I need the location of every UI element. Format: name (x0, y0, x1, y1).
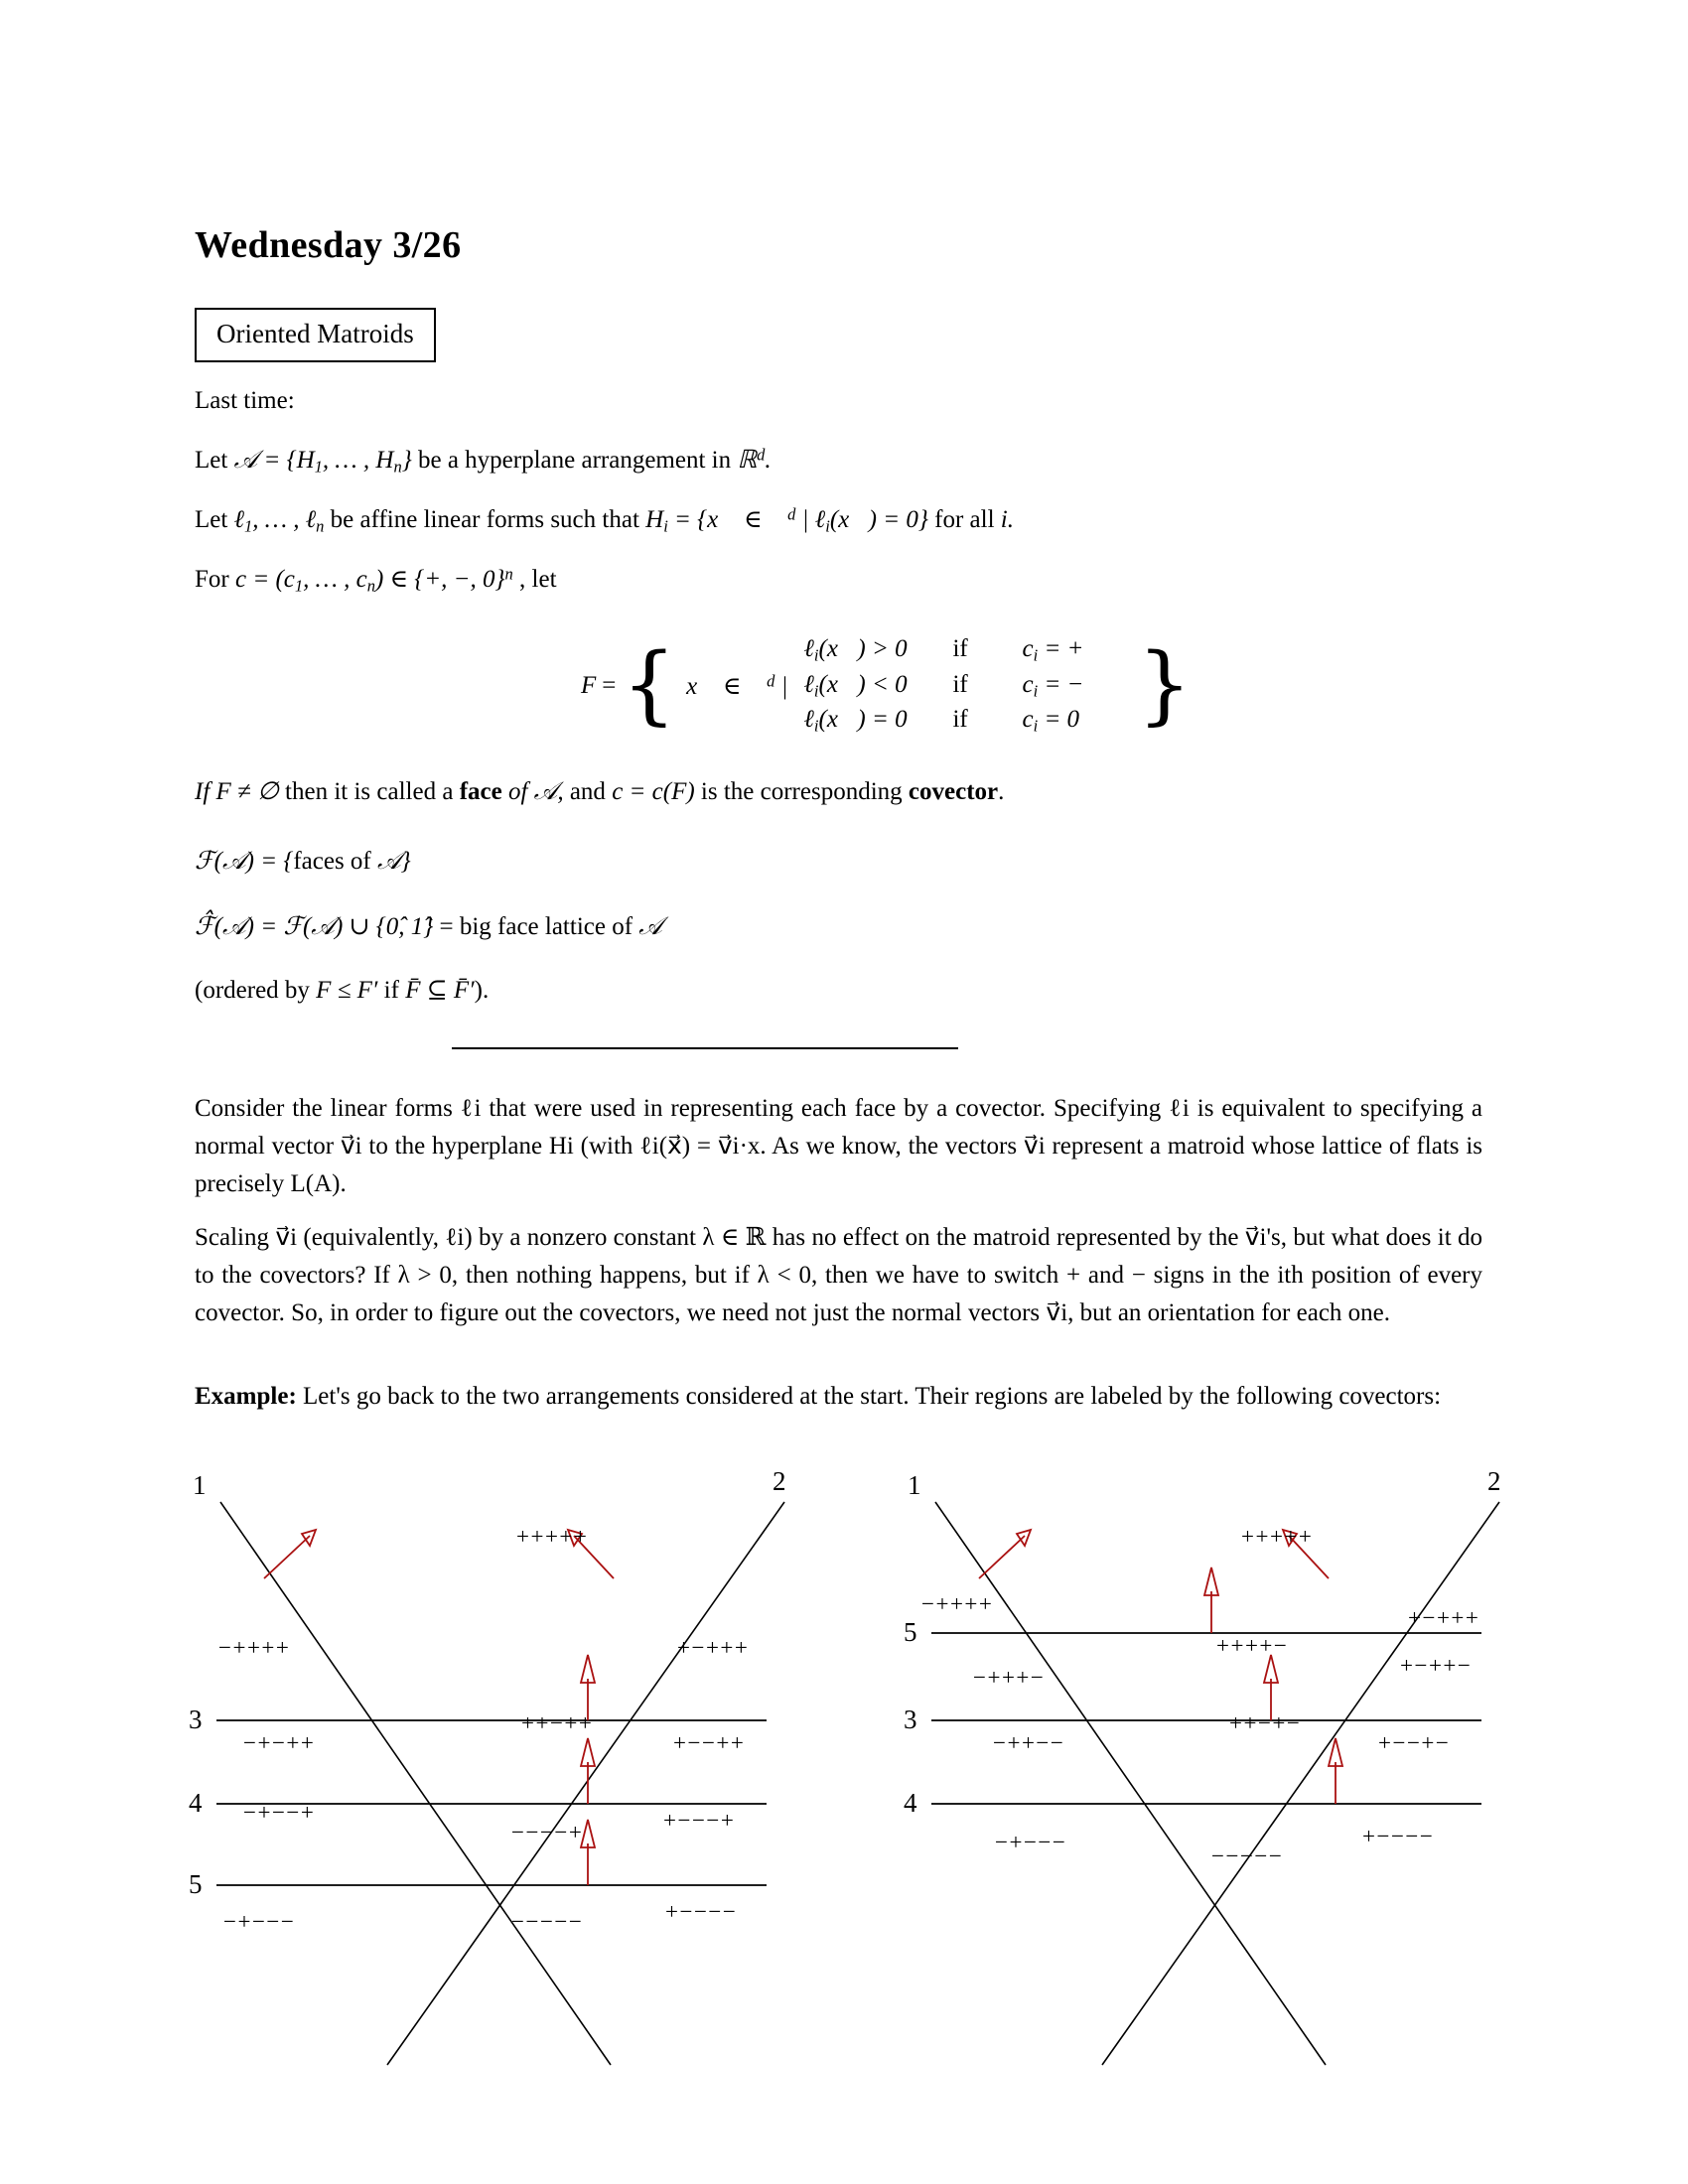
covector-label: ++−+− (1229, 1710, 1302, 1735)
for-tail: , let (519, 566, 557, 593)
equation-cases (803, 635, 1131, 737)
covector-label: −+−−− (995, 1830, 1067, 1854)
section-divider (452, 1047, 958, 1049)
hyperplane-line-2 (387, 1502, 784, 2065)
covector-label: −−−−− (511, 1909, 584, 1934)
ordered-if: if (383, 977, 399, 1004)
right-arrangement-svg (914, 1484, 1519, 2100)
example-text: Let's go back to the two arrangements considered at the start. Their regions are labeled by the following covectors: (303, 1383, 1442, 1410)
line-label-4: 4 (904, 1788, 917, 1818)
covector-label: −+−−+ (243, 1800, 316, 1825)
covector-label: +++++ (516, 1524, 589, 1549)
last-time-label: Last time: (195, 387, 295, 414)
covector-label: +−−−− (1362, 1824, 1435, 1848)
set-builder-prefix: x⃗ ∈ ℝ$^d$ | (686, 671, 788, 700)
covector-label: +−−++ (673, 1730, 746, 1755)
line-label-1: 1 (193, 1470, 207, 1500)
line-label-3: 3 (904, 1705, 917, 1734)
normal-arrow-1 (264, 1530, 316, 1578)
let-word-2: Let (195, 506, 228, 533)
face-def-text: then it is called a (285, 778, 454, 805)
line-label-5: 5 (189, 1869, 203, 1899)
arrangement-tail: be a hyperplane arrangement in (417, 447, 732, 474)
paragraph-example (195, 1378, 1482, 1416)
ordered-by-text: (ordered by (195, 977, 310, 1004)
displayed-equation: F = { x⃗ ∈ ℝ$^d$ | ℓ$_i$(x⃗) > 0 if $c_i$ = + ℓ$_i$(x⃗) < 0 if $c_i$ = − ℓ$_i$(x⃗) = 0 if $c_i = 0$ } (581, 635, 1193, 736)
forms-tail: for all (934, 506, 995, 533)
line-for-c: For $c = (c_1$, … , $c_n$) ∈ {+, −, 0}$^n$ , let (195, 564, 557, 596)
line-ordering: (ordered by F ≤ F′ if F̄ ⊆ F̄′). (195, 977, 490, 1004)
covector-label: −+++− (973, 1665, 1046, 1690)
normal-arrow-4 (1329, 1738, 1342, 1804)
line-label-2: 2 (773, 1466, 786, 1496)
hyperplane-line-1 (220, 1502, 611, 2065)
hyperplane-line-2 (1102, 1502, 1499, 2065)
hyperplane-line-1 (935, 1502, 1326, 2065)
line-label-4: 4 (189, 1788, 203, 1818)
covector-label: −++++ (218, 1635, 291, 1660)
line-label-5: 5 (904, 1617, 917, 1647)
forms-mid: be affine linear forms such that (330, 506, 639, 533)
case-row: ℓ$_i$(x⃗) > 0 if $c_i$ = + (803, 635, 1084, 665)
covector-label: ++−++ (521, 1710, 594, 1735)
covector-label: −−−−+ (511, 1820, 584, 1844)
for-word: For (195, 566, 229, 593)
line-label-3: 3 (189, 1705, 203, 1734)
covector-label: −+−++ (243, 1730, 316, 1755)
covector-keyword: covector (908, 778, 999, 805)
covector-label: ++++− (1216, 1633, 1289, 1658)
covector-label: −−−−− (1211, 1843, 1284, 1868)
right-brace: } (1137, 635, 1193, 736)
paragraph-scaling: Scaling v⃗i (equivalently, ℓi) by a nonzero constant λ ∈ ℝ has no effect on the matroid represented by the v⃗i's, but what does it do to the covectors? If λ > 0, then nothing happens, but if λ < 0, then we have to switch + and − signs in the ith position of every covector. So, in order to figure out the covectors, we need not just the normal vectors v⃗i, but an orientation for each one. (195, 1224, 1482, 1326)
paragraph-linear-forms: Consider the linear forms ℓi that were used in representing each face by a covector. Specifying ℓi is equivalent to specifying a normal vector v⃗i to the hyperplane Hi (with ℓi(x⃗) = v⃗i·x. As we know, the vectors v⃗i represent a matroid whose lattice of flats is precisely L(A). (195, 1095, 1482, 1197)
line-faces-set: ℱ(𝒜) = {faces of 𝒜} (195, 848, 411, 875)
normal-arrow-1 (979, 1530, 1031, 1578)
covector-label: +−−−+ (663, 1808, 736, 1833)
line-big-face-lattice: ℱ̂(𝒜) = ℱ(𝒜) ∪ {0̂, 1̂} = big face lattice of 𝒜 (195, 913, 662, 940)
covector-label: +−++− (1400, 1653, 1473, 1678)
equation-lhs: F (581, 671, 597, 699)
left-arrangement-svg (199, 1484, 804, 2100)
let-word-1: Let (195, 447, 228, 474)
case-row: ℓ$_i$(x⃗) = 0 if $c_i = 0$ (803, 706, 1080, 736)
diagram-left-arrangement (189, 1466, 804, 2100)
covector-label: +−+++ (1408, 1605, 1480, 1630)
example-label: Example: (195, 1383, 297, 1410)
case-row: ℓ$_i$(x⃗) < 0 if $c_i$ = − (803, 670, 1084, 701)
line-linear-forms: Let ℓ$_1$, … , ℓ$_n$ be affine linear forms such that $H_i$ = {x⃗ ∈ ℝ$^d$ | ℓ$_i$(x⃗) = 0} for all i. (195, 504, 1014, 536)
big-lattice-text: = big face lattice of (439, 913, 633, 940)
page-title: Wednesday 3/26 (195, 224, 462, 266)
covector-label: −++−− (993, 1730, 1065, 1755)
normal-arrow-5 (1204, 1568, 1218, 1633)
covector-label: +++++ (1241, 1524, 1314, 1549)
left-brace: { (622, 635, 677, 736)
face-def-text-2: and (569, 778, 606, 805)
line-face-definition: If F ≠ ∅ then it is called a face of 𝒜, and c = c(F) is the corresponding covector. (195, 778, 1005, 805)
covector-label: +−−+− (1378, 1730, 1451, 1755)
line-label-2: 2 (1487, 1466, 1501, 1496)
covector-label: +−+++ (677, 1635, 750, 1660)
covector-label: +−−−− (665, 1899, 738, 1924)
normal-arrow-4 (581, 1738, 595, 1804)
covector-label: −+−−− (223, 1909, 296, 1934)
diagram-right-arrangement (904, 1466, 1519, 2100)
section-heading-box: Oriented Matroids (195, 308, 436, 362)
line-label-1: 1 (908, 1470, 921, 1500)
face-def-text-3: is the corresponding (700, 778, 903, 805)
face-keyword: face (459, 778, 502, 805)
line-arrangement: Let 𝒜 = {$H_1$, … , $H_n$} be a hyperplane arrangement in ℝ$^d$. (195, 445, 772, 477)
covector-label: −++++ (921, 1591, 994, 1616)
